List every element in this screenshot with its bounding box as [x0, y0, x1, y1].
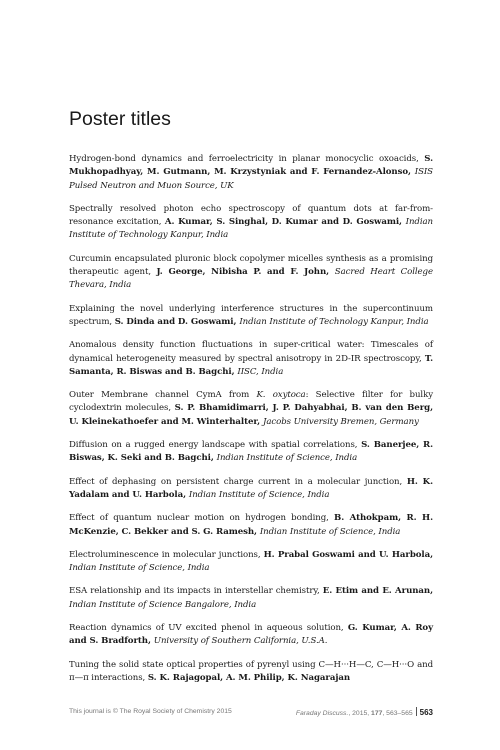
citation: [296, 707, 433, 717]
footer-divider: [416, 707, 417, 716]
poster-affiliation: Indian Institute of Technology Kanpur, India: [69, 217, 433, 241]
poster-authors: S. Mukhopadhyay, M. Gutmann, M. Krzystyniak and F. Fernandez-Alonso,: [69, 154, 433, 178]
poster-entry: [69, 622, 433, 649]
poster-affiliation: Indian Institute of Science, India: [259, 526, 401, 537]
poster-entry: [69, 439, 433, 466]
poster-title: Reaction dynamics of UV excited phenol in aqueous solution,: [69, 623, 348, 634]
poster-entry: [69, 253, 433, 293]
poster-authors: H. Prabal Goswami and U. Harbola,: [263, 549, 433, 560]
poster-authors: S. K. Rajagopal, A. M. Philip, K. Nagarajan: [147, 672, 351, 683]
poster-entry: [69, 339, 433, 379]
poster-authors: G. Kumar, A. Roy and S. Bradforth,: [69, 623, 433, 647]
poster-affiliation: Indian Institute of Science, India: [188, 489, 330, 500]
page-heading: Poster titles: [69, 108, 171, 130]
poster-affiliation: ISIS Pulsed Neutron and Muon Source, UK: [69, 167, 433, 191]
poster-entry: [69, 549, 433, 576]
poster-entry: [69, 389, 433, 429]
poster-title: Curcumin encapsulated pluronic block copolymer micelles synthesis as a promising therapeutic agent,: [69, 253, 433, 278]
poster-entry: [69, 153, 433, 193]
species-name: K. oxytoca: [256, 390, 306, 401]
poster-title: Tuning the solid state optical properties of pyrenyl using C—H···H—C, C—H···O and π—π interactions,: [69, 659, 433, 683]
poster-affiliation: Sacred Heart College Thevara, India: [69, 267, 433, 291]
poster-authors: B. Athokpam, R. H. McKenzie, C. Bekker and S. G. Ramesh,: [69, 513, 433, 537]
poster-affiliation: Indian Institute of Science, India: [216, 453, 358, 464]
poster-title: : Selective filter for bulky cyclodextrin molecules,: [69, 390, 434, 414]
poster-entry: [69, 303, 433, 330]
poster-title: Explaining the novel underlying interference structures in the supercontinuum spectrum,: [69, 303, 433, 327]
poster-authors: A. Kumar, S. Singhal, D. Kumar and D. Goswami,: [164, 217, 406, 228]
poster-title: Effect of quantum nuclear motion on hydrogen bonding,: [69, 513, 335, 524]
poster-list: [69, 153, 433, 695]
poster-authors: E. Etim and E. Arunan,: [322, 586, 433, 597]
poster-title: Spectrally resolved photon echo spectroscopy of quantum dots at far-from-resonance excitation,: [69, 203, 433, 228]
page-footer: [69, 707, 433, 719]
poster-title: ESA relationship and its impacts in interstellar chemistry,: [69, 586, 323, 597]
poster-authors: J. George, Nibisha P. and F. John,: [156, 267, 335, 278]
page-number: 563: [419, 708, 433, 717]
poster-authors: S. P. Bhamidimarri, J. P. Dahyabhai, B. van den Berg, U. Kleinekathoefer and M. Winterhalter,: [69, 403, 433, 427]
poster-entry: [69, 585, 433, 612]
poster-title: Effect of dephasing on persistent charge current in a molecular junction,: [69, 476, 407, 487]
poster-affiliation: Indian Institute of Science, India: [69, 563, 210, 574]
poster-authors: T. Samanta, R. Biswas and B. Bagchi,: [69, 353, 433, 377]
volume-number: 177: [371, 710, 383, 717]
poster-entry: [69, 476, 433, 503]
poster-authors: H. K. Yadalam and U. Harbola,: [69, 476, 433, 500]
poster-title: Electroluminescence in molecular junctions,: [69, 549, 264, 560]
poster-entry: [69, 659, 433, 686]
poster-title: Diffusion on a rugged energy landscape with spatial correlations,: [69, 440, 362, 451]
poster-authors: S. Banerjee, R. Biswas, K. Seki and B. Bagchi,: [69, 440, 434, 464]
poster-affiliation: Indian Institute of Science Bangalore, India: [69, 599, 257, 610]
poster-title: Anomalous density function fluctuations in super-critical water: Timescales of dynamical heterogeneity measured by spectral anisotropy in 2D-IR spectroscopy,: [69, 340, 433, 364]
poster-authors: S. Dinda and D. Goswami,: [114, 316, 240, 327]
poster-title: Hydrogen-bond dynamics and ferroelectricity in planar monocyclic oxoacids,: [69, 154, 425, 164]
poster-title-prefix: Outer Membrane channel CymA from: [69, 390, 257, 401]
journal-name: Faraday Discuss.: [295, 710, 349, 717]
poster-entry: [69, 512, 433, 539]
poster-affiliation: University of Southern California, U.S.A.: [153, 636, 328, 647]
poster-affiliation: IISC, India: [237, 366, 284, 377]
poster-affiliation: Jacobs University Bremen, Germany: [263, 416, 419, 427]
poster-affiliation: Indian Institute of Technology Kanpur, India: [239, 316, 429, 327]
citation-year: , 2015,: [348, 710, 372, 717]
copyright-notice: This journal is © The Royal Society of Chemistry 2015: [69, 708, 232, 715]
poster-entry: [69, 203, 433, 243]
page-range: , 563–565: [382, 710, 413, 717]
